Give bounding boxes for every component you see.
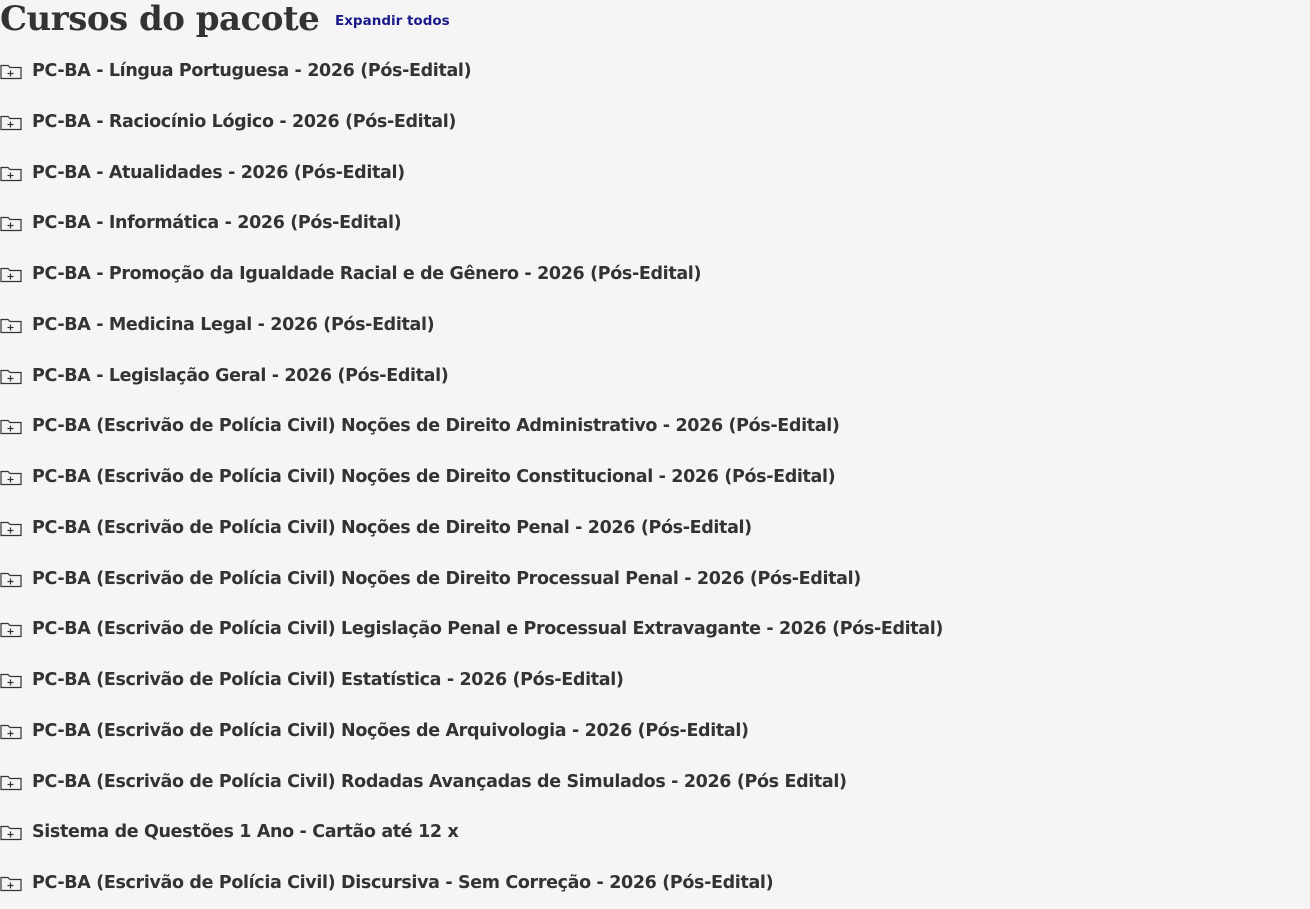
course-title[interactable]: PC-BA - Raciocínio Lógico - 2026 (Pós-Edital): [32, 111, 457, 132]
folder-plus-icon[interactable]: [0, 722, 22, 740]
course-title[interactable]: PC-BA (Escrivão de Polícia Civil) Legislação Penal e Processual Extravagante - 2026 (Pós-Edital): [32, 619, 944, 640]
folder-plus-icon[interactable]: [0, 519, 22, 537]
course-item[interactable]: [0, 859, 1310, 909]
course-item[interactable]: [0, 504, 1310, 555]
course-item[interactable]: [0, 758, 1310, 809]
course-title[interactable]: PC-BA - Informática - 2026 (Pós-Edital): [32, 213, 402, 234]
page-title: Cursos do pacote: [0, 0, 320, 39]
course-title[interactable]: PC-BA (Escrivão de Polícia Civil) Estatística - 2026 (Pós-Edital): [32, 670, 624, 690]
folder-plus-icon[interactable]: [0, 874, 22, 892]
course-item[interactable]: [0, 555, 1310, 606]
course-item[interactable]: [0, 250, 1310, 301]
course-item[interactable]: [0, 605, 1310, 656]
course-item[interactable]: [0, 149, 1310, 200]
folder-plus-icon[interactable]: [0, 468, 22, 486]
course-item[interactable]: [0, 402, 1310, 453]
folder-plus-icon[interactable]: [0, 417, 22, 435]
course-title[interactable]: PC-BA (Escrivão de Polícia Civil) Noções de Direito Constitucional - 2026 (Pós-Edital): [32, 467, 836, 487]
folder-plus-icon[interactable]: [0, 164, 22, 182]
folder-plus-icon[interactable]: [0, 62, 22, 80]
folder-plus-icon[interactable]: [0, 773, 22, 791]
course-title[interactable]: PC-BA - Atualidades - 2026 (Pós-Edital): [32, 162, 405, 183]
folder-plus-icon[interactable]: [0, 214, 22, 232]
course-item[interactable]: [0, 656, 1310, 707]
course-item[interactable]: [0, 199, 1310, 250]
folder-plus-icon[interactable]: [0, 570, 22, 588]
expand-all-link[interactable]: Expandir todos: [335, 13, 450, 29]
folder-plus-icon[interactable]: [0, 265, 22, 283]
course-item[interactable]: [0, 808, 1310, 859]
course-item[interactable]: [0, 352, 1310, 403]
course-title[interactable]: PC-BA (Escrivão de Polícia Civil) Noções de Direito Administrativo - 2026 (Pós-Edital): [32, 416, 840, 437]
folder-plus-icon[interactable]: [0, 671, 22, 689]
folder-plus-icon[interactable]: [0, 620, 22, 638]
course-item[interactable]: [0, 47, 1310, 98]
course-title[interactable]: PC-BA (Escrivão de Polícia Civil) Noções de Direito Processual Penal - 2026 (Pós-Edital): [32, 568, 861, 589]
page-header: [0, 0, 1310, 40]
course-item[interactable]: [0, 98, 1310, 149]
course-title[interactable]: PC-BA - Promoção da Igualdade Racial e de Gênero - 2026 (Pós-Edital): [32, 264, 702, 284]
folder-plus-icon[interactable]: [0, 367, 22, 385]
folder-plus-icon[interactable]: [0, 823, 22, 841]
course-title[interactable]: PC-BA - Legislação Geral - 2026 (Pós-Edital): [32, 365, 449, 386]
course-title[interactable]: PC-BA (Escrivão de Polícia Civil) Rodadas Avançadas de Simulados - 2026 (Pós Edital): [32, 771, 847, 792]
course-item[interactable]: [0, 707, 1310, 758]
course-item[interactable]: [0, 453, 1310, 504]
course-title[interactable]: PC-BA - Língua Portuguesa - 2026 (Pós-Edital): [32, 61, 472, 81]
course-title[interactable]: PC-BA - Medicina Legal - 2026 (Pós-Edital): [32, 314, 435, 335]
course-title[interactable]: PC-BA (Escrivão de Polícia Civil) Noções de Direito Penal - 2026 (Pós-Edital): [32, 517, 752, 538]
course-title[interactable]: PC-BA (Escrivão de Polícia Civil) Discursiva - Sem Correção - 2026 (Pós-Edital): [32, 873, 774, 893]
course-title[interactable]: PC-BA (Escrivão de Polícia Civil) Noções de Arquivologia - 2026 (Pós-Edital): [32, 720, 749, 741]
folder-plus-icon[interactable]: [0, 316, 22, 334]
folder-plus-icon[interactable]: [0, 113, 22, 131]
course-title[interactable]: Sistema de Questões 1 Ano - Cartão até 12 x: [32, 822, 459, 843]
course-item[interactable]: [0, 301, 1310, 352]
course-list: [0, 47, 1310, 909]
